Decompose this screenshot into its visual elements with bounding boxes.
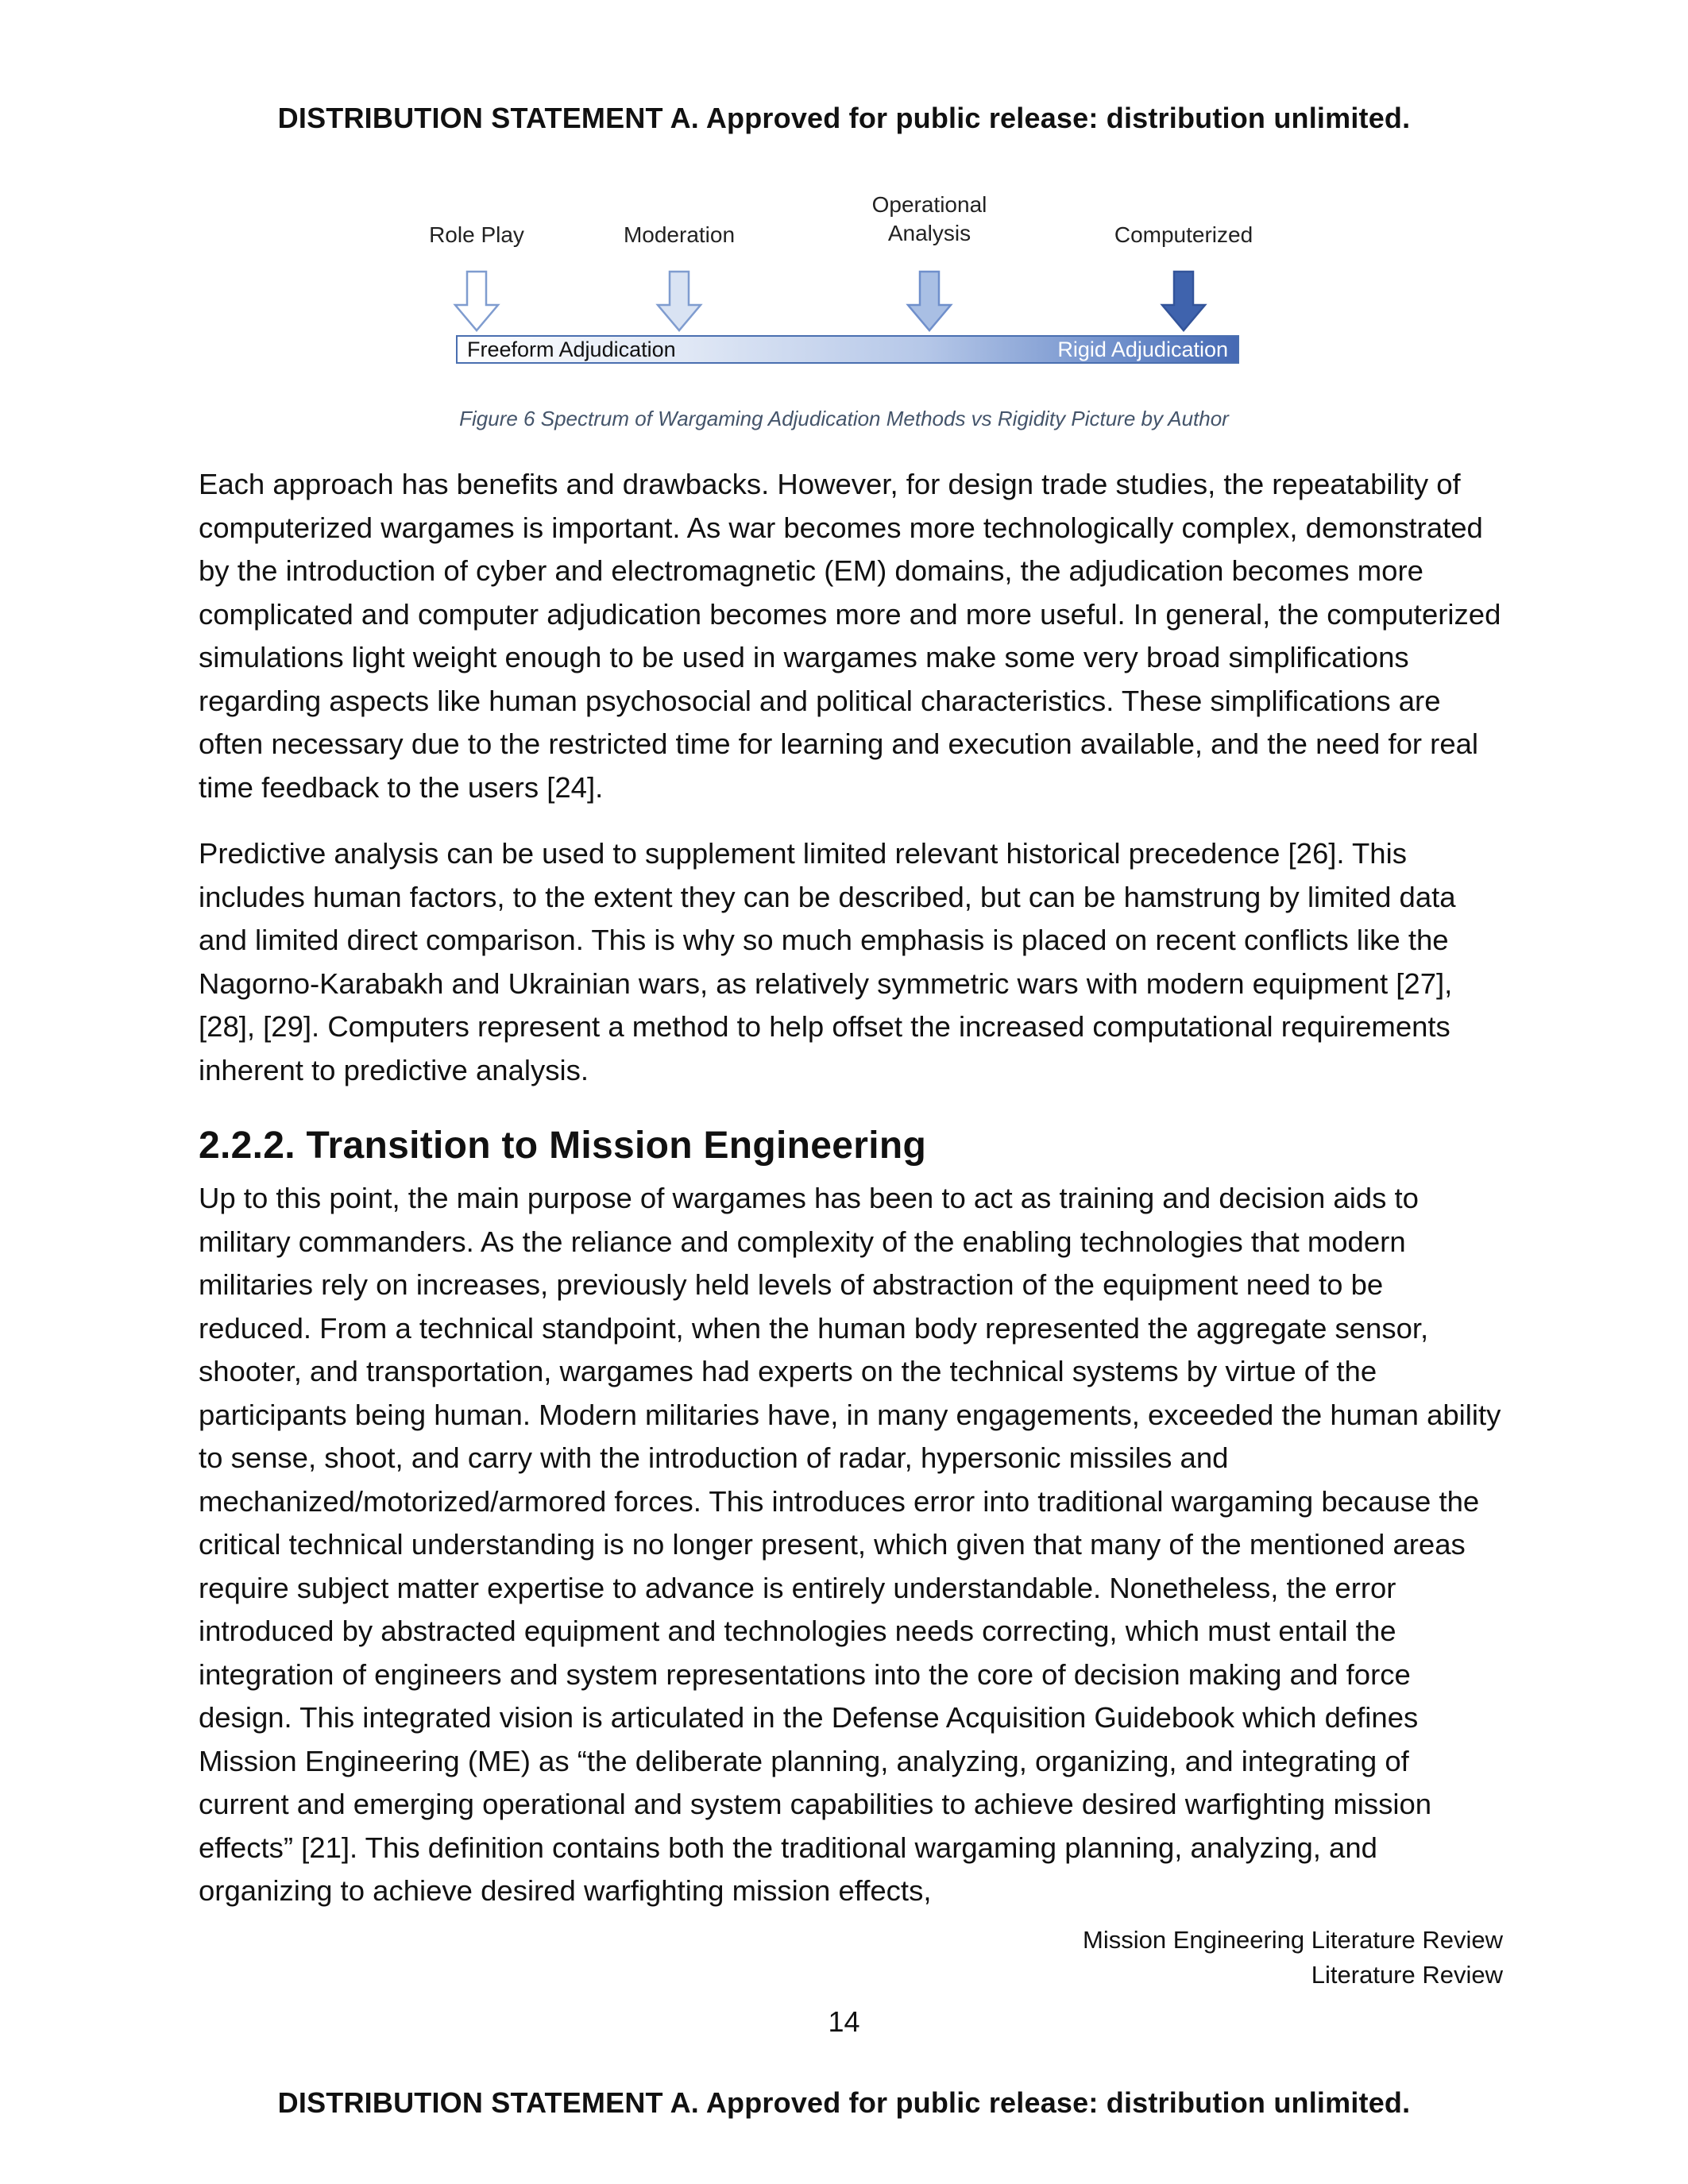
freeform-adjudication-label: Freeform Adjudication bbox=[467, 338, 676, 361]
body-paragraph-3: Up to this point, the main purpose of wargames has been to act as training and decision aids to military commanders. As the reliance and complexity of the enabling technologies that modern militaries rely on increases, previously held levels of abstraction of the equipment need to be reduced. From a technical standpoint, when the human body represented the aggregate sensor, shooter, and transportation, wargames had experts on the technical systems by virtue of the participants being human. Modern militaries have, in many engagements, exceeded the human ability to sense, shoot, and carry with the introduction of radar, hypersonic missiles and mechanized/motorized/armored forces. This introduces error into traditional wargaming because the critical technical understanding is no longer present, which given that many of the mentioned areas require subject matter expertise to advance is entirely understandable. Nonetheless, the error introduced by abstracted equipment and technologies needs correcting, which must entail the integration of engineers and system representations into the core of decision making and force design. This integrated vision is articulated in the Defense Acquisition Guidebook which defines Mission Engineering (ME) as “the deliberate planning, analyzing, organizing, and integrating of current and emerging operational and system capabilities to achieve desired warfighting mission effects” [21]. This definition contains both the traditional wargaming planning, analyzing, and organizing to achieve desired warfighting mission effects, bbox=[199, 1182, 1501, 1907]
page-number: 14 bbox=[828, 2005, 860, 2038]
rigidity-spectrum-bar bbox=[456, 335, 1239, 364]
distribution-statement-top: DISTRIBUTION STATEMENT A. Approved for public release: distribution unlimited. bbox=[277, 102, 1411, 134]
label-computerized: Computerized bbox=[1114, 222, 1253, 247]
label-role-play: Role Play bbox=[429, 222, 524, 247]
rigid-adjudication-label: Rigid Adjudication bbox=[1057, 338, 1228, 361]
role-play-arrow-icon bbox=[453, 270, 500, 334]
figure-caption: Figure 6 Spectrum of Wargaming Adjudication Methods vs Rigidity Picture by Author bbox=[459, 407, 1229, 430]
computerized-arrow-icon bbox=[1160, 270, 1207, 334]
body-paragraph-1: Each approach has benefits and drawbacks. However, for design trade studies, the repeatability of computerized wargames is important. As war becomes more technologically complex, demonstrated by the introduction of cyber and electromagnetic (EM) domains, the adjudication becomes more complicated and computer adjudication becomes more and more useful. In general, the computerized simulations light weight enough to be used in wargames make some very broad simplifications regarding aspects like human psychosocial and political characteristics. These simplifications are often necessary due to the restricted time for learning and execution available, and the need for real time feedback to the users [24]. bbox=[199, 468, 1501, 804]
body-paragraph-2: Predictive analysis can be used to supplement limited relevant historical precedence [26]. This includes human factors, to the extent they can be described, but can be hamstrung by limited data and limited direct comparison. This is why so much emphasis is placed on recent conflicts like the Nagorno-Karabakh and Ukrainian wars, as relatively symmetric wars with modern equipment [27], [28], [29]. Computers represent a method to help offset the increased computational requirements inherent to predictive analysis. bbox=[199, 837, 1456, 1086]
running-footer-section: Literature Review bbox=[1311, 1961, 1503, 1989]
adjudication-spectrum-figure bbox=[421, 192, 1287, 381]
operational-analysis-arrow-icon bbox=[906, 270, 953, 334]
distribution-statement-bottom: DISTRIBUTION STATEMENT A. Approved for public release: distribution unlimited. bbox=[277, 2086, 1411, 2119]
section-heading: 2.2.2. Transition to Mission Engineering bbox=[199, 1125, 927, 1167]
moderation-arrow-icon bbox=[655, 270, 703, 334]
label-moderation: Moderation bbox=[623, 222, 736, 247]
label-operational-analysis: Operational Analysis bbox=[871, 192, 987, 245]
running-footer-title: Mission Engineering Literature Review bbox=[1083, 1926, 1503, 1954]
